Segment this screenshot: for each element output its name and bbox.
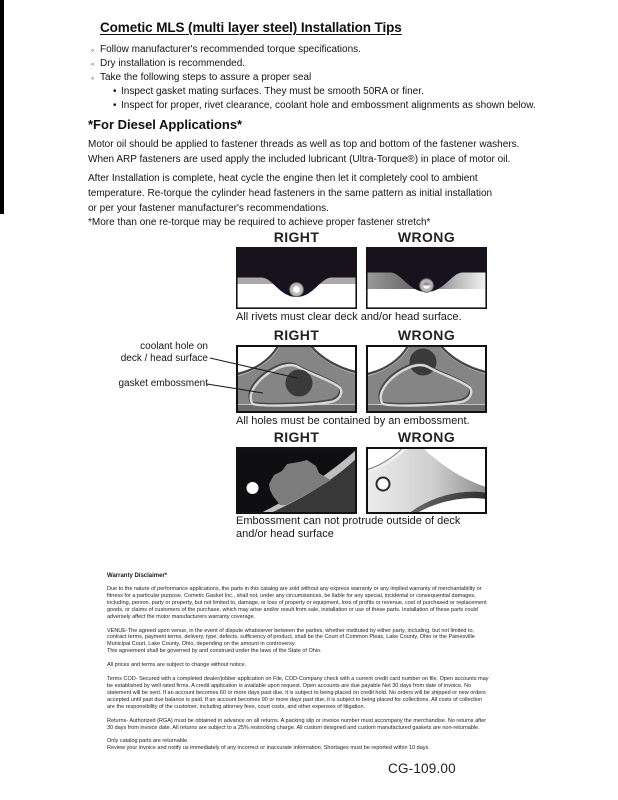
diagram1-wrong-label: WRONG	[397, 229, 456, 245]
diagram3-caption: Embossment can not protrude outside of deck and/or head surface	[236, 515, 461, 540]
embossment-deck-right-figure	[236, 447, 357, 514]
returns-paragraph: Returns- Authorized (RGA) must be obtained in advance on all returns. A packing slip or invoice number must accompany the merchandise. No returns after 30 days from invoice date. All returns are subject to a 25% restocking charge. All custom designed and custom manufactured gaskets are non-returnable.	[107, 717, 487, 731]
left-edge-print-mark	[0, 0, 4, 214]
circle-bullet-icon: ◦	[91, 59, 95, 69]
diagram1-caption: All rivets must clear deck and/or head surface.	[236, 311, 462, 323]
bullet-text: Follow manufacturer's recommended torque specifications.	[100, 44, 361, 55]
diagram3-right-panel	[236, 447, 357, 514]
bolt-hole	[377, 478, 390, 491]
warranty-disclaimer-block	[107, 573, 527, 759]
diagram2-wrong-label: WRONG	[397, 327, 456, 343]
rivet-clearance-wrong-figure	[366, 247, 487, 309]
sub-list-item	[113, 85, 536, 99]
leader-lines	[204, 349, 304, 399]
bullet-text: Inspect for proper, rivet clearance, coolant hole and embossment alignments as shown below.	[121, 100, 536, 111]
bolt-hole	[247, 482, 259, 494]
gasket-embossment-label: gasket embossment	[118, 378, 208, 389]
retorque-note: *More than one re-torque may be required to achieve proper fastener stretch*	[88, 217, 431, 228]
circle-bullet-icon: ◦	[91, 45, 95, 55]
coolant-hole	[410, 349, 437, 376]
sub-list-item	[113, 99, 536, 113]
diesel-paragraph-2: After Installation is complete, heat cycle the engine then let it completely cool to ambient temperature. Re-torque the cylinder head fasteners in the same pattern as initial installation or per your fastener manufacturer's recommendations.	[88, 173, 493, 214]
diagram1-right-label: RIGHT	[273, 229, 320, 245]
catalog-parts-note: Only catalog parts are returnable. Review your invoice and notify us immediately of any incorrect or inaccurate information. Shortages must be reported within 10 days.	[107, 738, 430, 752]
venue-paragraph: VENUE-The agreed upon venue, in the event of dispute whatsoever between the parties, whether instituted by either party, including, but not limited to, contract terms, payment terms, delivery, type, defects, sufficiency of product, shall be the Court of Common Pleas, Lake County, Ohio or the Painesville Municipal Court, Lake County, Ohio, depending on the amount in controversy. This agreement shall be governed by and construed under the laws of the State of Ohio.	[107, 627, 475, 655]
hole-embossment-wrong-figure	[366, 345, 487, 413]
diesel-section-heading: *For Diesel Applications*	[88, 117, 243, 132]
diagram3-wrong-label: WRONG	[397, 429, 456, 445]
diagram3-wrong-panel	[366, 447, 487, 514]
diagram1-right-panel	[236, 247, 357, 309]
diagram2-right-label: RIGHT	[273, 327, 320, 343]
embossment-deck-wrong-figure	[366, 447, 487, 514]
coolant-hole-label: coolant hole on deck / head surface	[120, 341, 208, 364]
rivet-clearance-right-figure	[236, 247, 357, 309]
page-title: Cometic MLS (multi layer steel) Installation Tips	[100, 20, 402, 35]
diesel-paragraph-1: Motor oil should be applied to fastener threads as well as top and bottom of the fastener washers. When ARP fasteners are used apply the included lubricant (Ultra-Torque®) in place of motor oil.	[88, 139, 520, 165]
bullet-text: Dry installation is recommended.	[100, 58, 246, 69]
page-code: CG-109.00	[388, 761, 456, 776]
bullet-text: Take the following steps to assure a proper seal	[100, 72, 312, 83]
terms-paragraph: Terms COD- Secured with a completed dealer/jobber application on File, COD-Company check with a current credit card number on file. Open accounts may be established by well rated firms. A credit application is available upon request. Open accounts are due payable Net 30 days from date of invoice. No statement will be sent. If an account becomes 60 or more days past due, it is subject to being placed on credit hold. No orders will be shipped or new orders accepted until past due balance is paid. If an account becomes 90 or more days past due, it is subject to being placed for collections. All costs of collection are the responsibility of the customer, including attorney fees, court costs, and other expenses of litigation.	[107, 676, 489, 710]
diagram2-wrong-panel	[366, 345, 487, 413]
disclaimer-heading: Warranty Disclaimer*	[107, 573, 168, 579]
prices-note: All prices and terms are subject to change without notice.	[107, 662, 247, 669]
list-item	[91, 57, 536, 71]
circle-bullet-icon: ◦	[91, 73, 95, 83]
dot-bullet-icon: •	[113, 86, 117, 97]
list-item	[91, 43, 536, 57]
list-item	[91, 71, 536, 85]
disclaimer-paragraph: Due to the nature of performance applications, the parts in this catalog are sold without any express warranty or any implied warranty of merchantability or fitness for a particular purpose. Cometic Gasket Inc., shall not, under any circumstances, be liable for any special, incidental or consequential damages, including, person, party or property, but not limited to, damage, or loss of property or equipment, loss of profits or revenue, cost of purchased or replacement goods, or claims of customers of the purchase, which may arise and/or result from sale, installation or use of these parts. Installation of these parts could adversely affect the motor manufacturers warranty coverage.	[107, 586, 487, 620]
diagram3-right-label: RIGHT	[273, 429, 320, 445]
dot-bullet-icon: •	[113, 100, 117, 111]
tips-list	[91, 43, 536, 113]
bullet-text: Inspect gasket mating surfaces. They must be smooth 50RA or finer.	[121, 86, 424, 97]
diagram1-wrong-panel	[366, 247, 487, 309]
diagram2-caption: All holes must be contained by an embossment.	[236, 415, 470, 427]
